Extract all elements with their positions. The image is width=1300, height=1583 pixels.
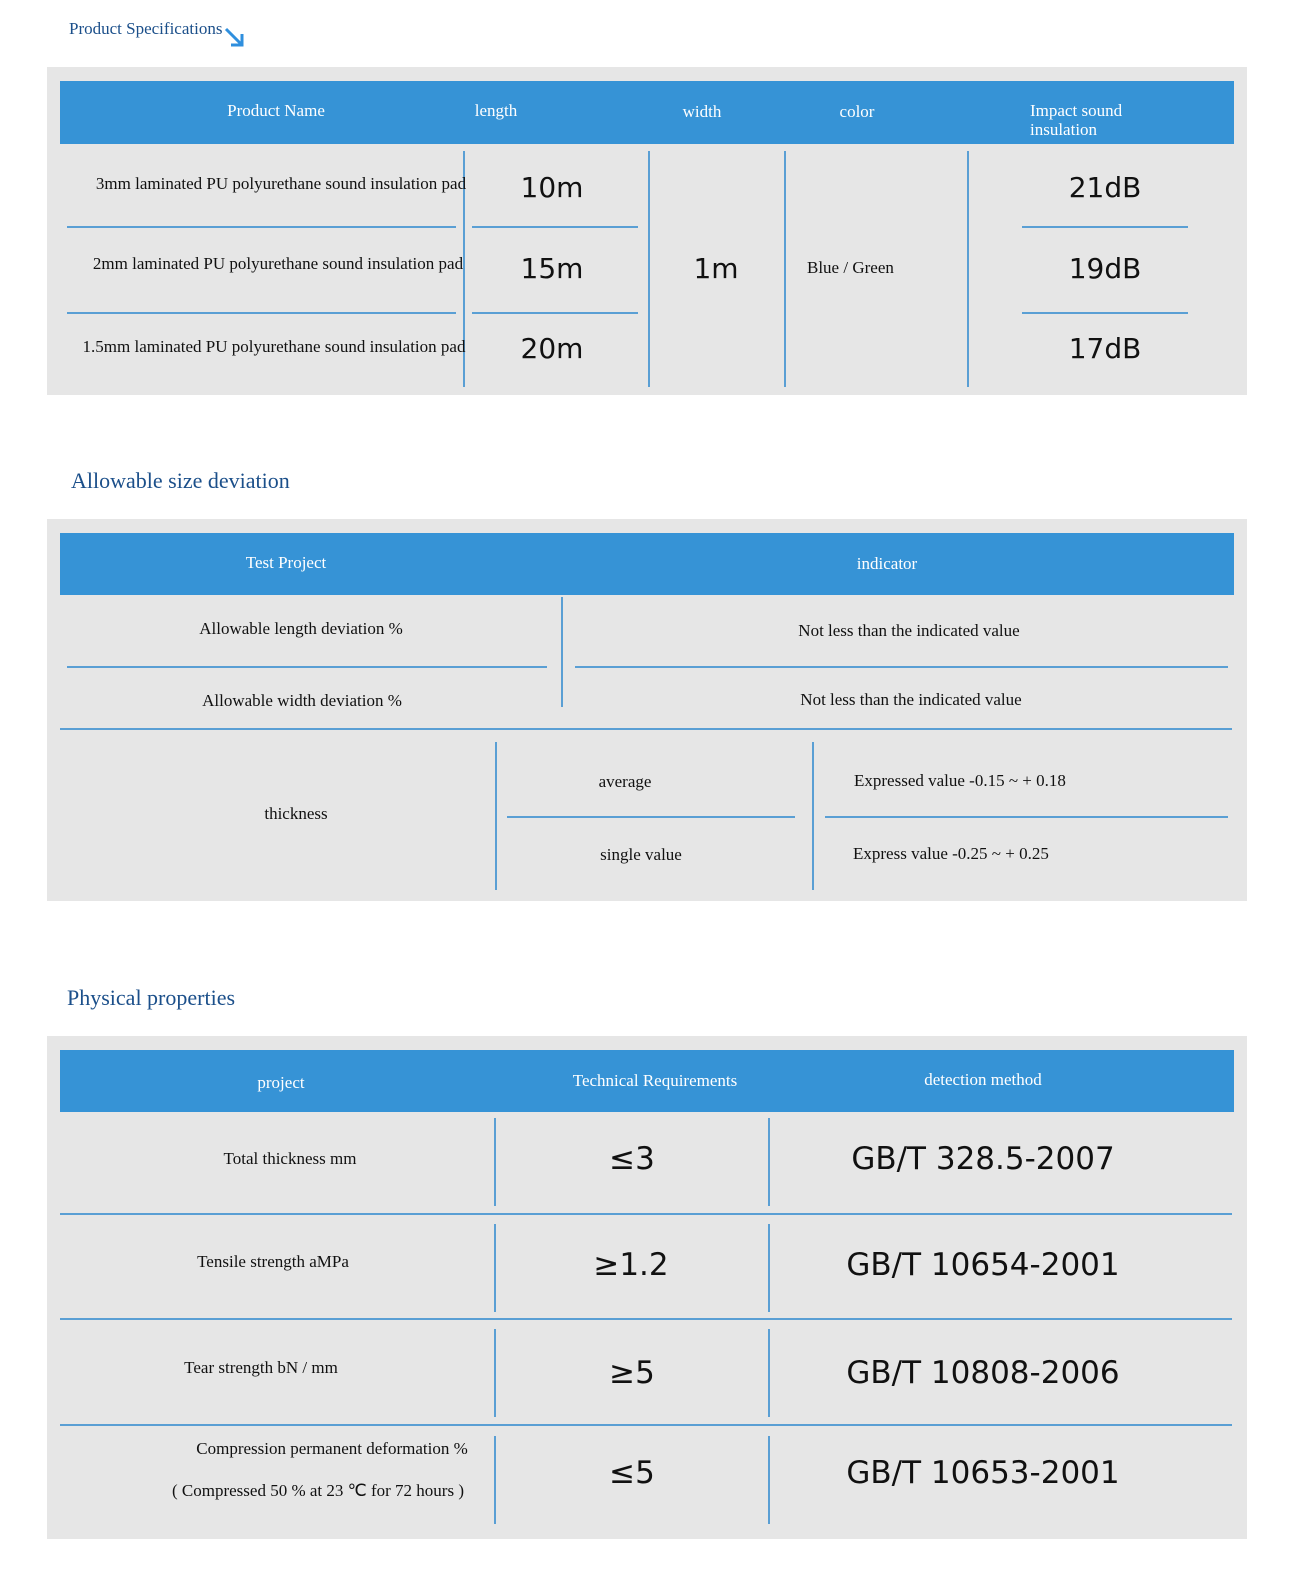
- spec-divider: [648, 151, 650, 387]
- spec-length-value: 20m: [520, 332, 584, 365]
- physical-requirement: ≥5: [609, 1355, 655, 1391]
- spec-length-value: 10m: [520, 171, 584, 204]
- deviation-row-divider: [575, 666, 1228, 668]
- spec-product-name: 3mm laminated PU polyurethane sound insulation pad: [95, 174, 467, 193]
- physical-divider: [768, 1118, 770, 1206]
- spec-row-divider: [1022, 312, 1188, 314]
- physical-project-note: ( Compressed 50 % at 23 ℃ for 72 hours ): [172, 1481, 464, 1500]
- arrow-down-right-icon: [223, 26, 247, 50]
- physical-divider: [494, 1329, 496, 1417]
- physical-row-divider: [60, 1318, 1232, 1320]
- spec-product-name: 1.5mm laminated PU polyurethane sound insulation pad: [82, 337, 466, 356]
- spec-product-name: 2mm laminated PU polyurethane sound insulation pad: [92, 254, 464, 273]
- deviation-indicator: Not less than the indicated value: [800, 690, 1022, 709]
- physical-requirement: ≤3: [609, 1141, 655, 1177]
- deviation-divider: [561, 597, 563, 707]
- deviation-row-divider: [60, 728, 1232, 730]
- physical-divider: [494, 1436, 496, 1524]
- deviation-title: Allowable size deviation: [71, 468, 290, 493]
- spec-width-value: 1m: [693, 252, 739, 285]
- physical-divider: [768, 1329, 770, 1417]
- thickness-single-value: Express value -0.25 ~ + 0.25: [853, 844, 1049, 863]
- physical-project: Compression permanent deformation %: [196, 1439, 468, 1458]
- spec-divider: [784, 151, 786, 387]
- spec-header-product-name: Product Name: [227, 101, 325, 120]
- physical-method: GB/T 328.5-2007: [851, 1141, 1115, 1177]
- physical-method: GB/T 10653-2001: [846, 1455, 1120, 1491]
- spec-impact-value: 17dB: [1068, 332, 1142, 365]
- spec-header-length: length: [474, 101, 518, 120]
- physical-method: GB/T 10808-2006: [846, 1355, 1120, 1391]
- deviation-row-divider: [825, 816, 1228, 818]
- physical-row-divider: [60, 1213, 1232, 1215]
- deviation-header-indicator: indicator: [856, 554, 918, 573]
- deviation-divider: [812, 742, 814, 890]
- physical-divider: [768, 1436, 770, 1524]
- spec-length-value: 15m: [520, 252, 584, 285]
- physical-requirement: ≥1.2: [593, 1247, 669, 1283]
- deviation-divider: [495, 742, 497, 890]
- spec-row-divider: [1022, 226, 1188, 228]
- deviation-project: Allowable length deviation %: [199, 619, 403, 638]
- spec-color-value: Blue / Green: [807, 258, 894, 277]
- thickness-single-label: single value: [600, 845, 682, 864]
- thickness-average-label: average: [598, 772, 652, 791]
- thickness-average-value: Expressed value -0.15 ~ + 0.18: [854, 771, 1066, 790]
- physical-project: Tear strength bN / mm: [184, 1358, 338, 1377]
- spec-row-divider: [67, 312, 456, 314]
- deviation-header-bar: [60, 533, 1234, 595]
- spec-impact-value: 21dB: [1068, 171, 1142, 204]
- deviation-project: Allowable width deviation %: [202, 691, 402, 710]
- spec-header-width: width: [682, 102, 722, 121]
- deviation-indicator: Not less than the indicated value: [798, 621, 1020, 640]
- spec-row-divider: [67, 226, 456, 228]
- physical-header-project: project: [257, 1073, 305, 1092]
- physical-project: Tensile strength aMPa: [197, 1252, 349, 1271]
- spec-header-impact: Impact sound insulation: [1030, 101, 1123, 139]
- spec-impact-value: 19dB: [1068, 252, 1142, 285]
- thickness-label: thickness: [264, 804, 328, 823]
- deviation-header-project: Test Project: [245, 553, 327, 572]
- physical-row-divider: [60, 1424, 1232, 1426]
- spec-row-divider: [472, 312, 638, 314]
- deviation-row-divider: [507, 816, 795, 818]
- physical-title: Physical properties: [67, 985, 236, 1010]
- spec-row-divider: [472, 226, 638, 228]
- spec-title: Product Specifications: [69, 19, 223, 38]
- physical-requirement: ≤5: [609, 1455, 655, 1491]
- deviation-row-divider: [67, 666, 547, 668]
- physical-header-method: detection method: [924, 1070, 1042, 1089]
- physical-divider: [494, 1118, 496, 1206]
- physical-header-requirements: Technical Requirements: [572, 1071, 738, 1090]
- physical-divider: [494, 1224, 496, 1312]
- physical-divider: [768, 1224, 770, 1312]
- spec-divider: [967, 151, 969, 387]
- spec-header-color: color: [839, 102, 875, 121]
- physical-method: GB/T 10654-2001: [846, 1247, 1120, 1283]
- physical-project: Total thickness mm: [223, 1149, 357, 1168]
